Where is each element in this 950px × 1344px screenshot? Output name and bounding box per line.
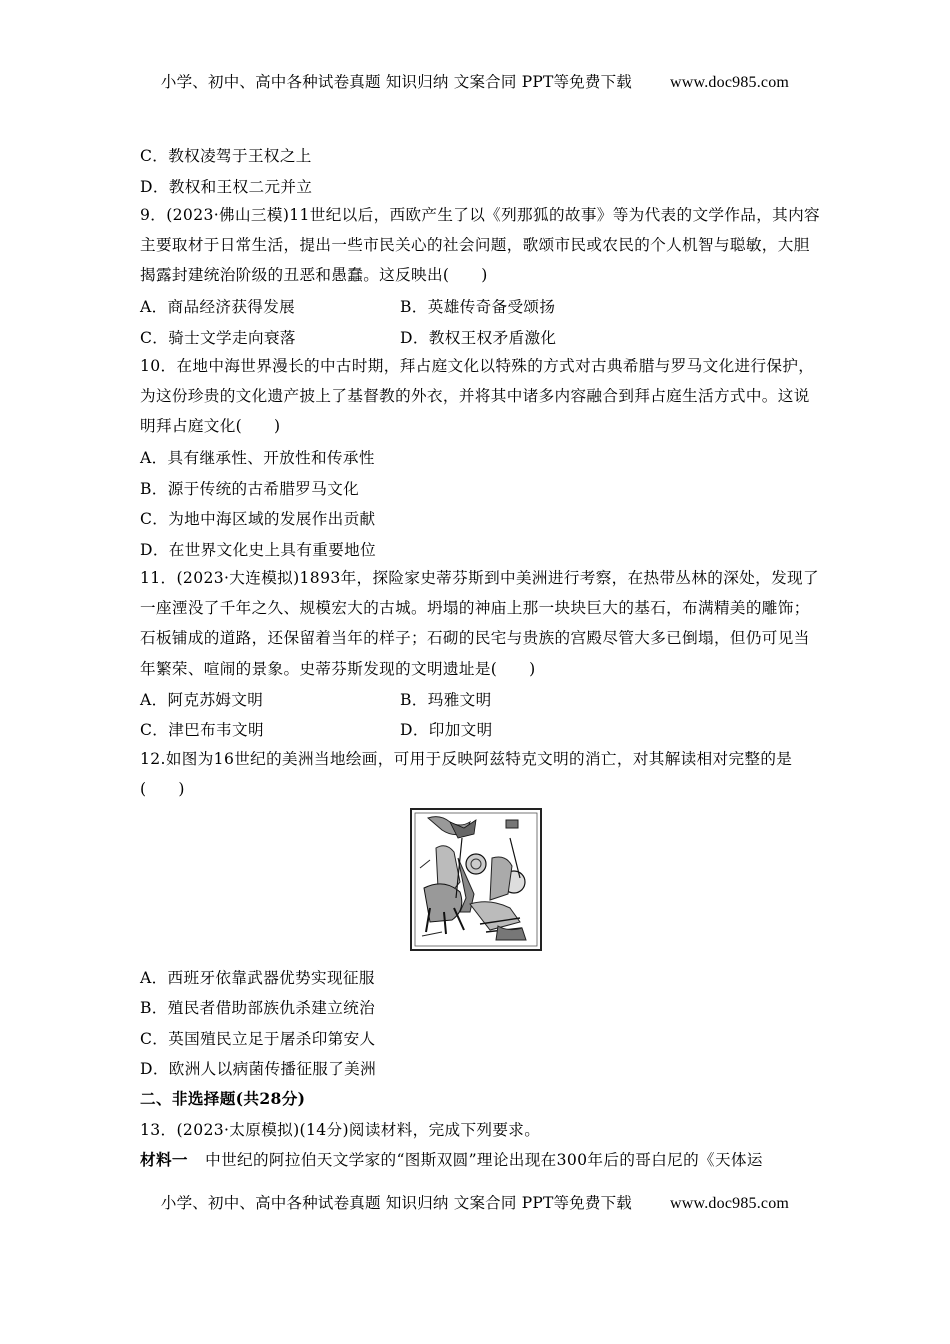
- q13-material-1: [140, 1148, 763, 1170]
- q10-stem-text: 10．在地中海世界漫长的中古时期，拜占庭文化以特殊的方式对古典希腊与罗马文化进行保护，为这份珍贵的文化遗产披上了基督教的外衣，并将其中诸多内容融合到拜占庭生活方式中。这说明拜占庭文化( ): [140, 357, 815, 436]
- q11-option-b: B．玛雅文明: [400, 691, 492, 709]
- page-header: [0, 70, 950, 92]
- header-text: 小学、初中、高中各种试卷真题 知识归纳 文案合同 PPT等免费下载: [160, 73, 632, 91]
- q13-stem: 13．(2023·太原模拟)(14分)阅读材料，完成下列要求。: [140, 1121, 541, 1139]
- footer-text: 小学、初中、高中各种试卷真题 知识归纳 文案合同 PPT等免费下载: [160, 1194, 632, 1212]
- q12-option-a: A．西班牙依靠武器优势实现征服: [140, 969, 375, 987]
- q12-option-c: C．英国殖民立足于屠杀印第安人: [140, 1030, 376, 1048]
- q10-stem: [140, 351, 820, 442]
- q11-option-d: D．印加文明: [400, 721, 493, 739]
- q11-option-c: C．津巴布韦文明: [140, 721, 264, 739]
- q13-material-label: 材料一: [140, 1150, 188, 1169]
- q10-option-b: B．源于传统的古希腊罗马文化: [140, 480, 360, 498]
- aztec-painting-figure: [410, 808, 542, 951]
- q12-option-d: D．欧洲人以病菌传播征服了美洲: [140, 1060, 377, 1078]
- section-2-heading: 二、非选择题(共28分): [140, 1089, 306, 1108]
- q11-option-a: A．阿克苏姆文明: [140, 691, 264, 709]
- q10-option-a: A．具有继承性、开放性和传承性: [140, 449, 375, 467]
- q8-option-c: C．教权凌驾于王权之上: [140, 147, 312, 165]
- q8-option-d: D．教权和王权二元并立: [140, 178, 313, 196]
- q9-option-a: A．商品经济获得发展: [140, 298, 296, 316]
- q9-stem: [140, 200, 820, 291]
- q9-option-b: B．英雄传奇备受颂扬: [400, 298, 556, 316]
- page-footer: [0, 1191, 950, 1213]
- q12-option-b: B．殖民者借助部族仇杀建立统治: [140, 999, 376, 1017]
- q10-option-c: C．为地中海区域的发展作出贡献: [140, 510, 376, 528]
- q11-stem-text: 11．(2023·大连模拟)1893年，探险家史蒂芬斯到中美洲进行考察，在热带丛林的深处，发现了一座湮没了千年之久、规模宏大的古城。坍塌的神庙上那一块块巨大的基石，布满精美的雕饰；石板铺成的道路，还保留着当年的样子；石砌的民宅与贵族的宫殿尽管大多已倒塌，但仍可见当年繁荣、喧闹的景象。史蒂芬斯发现的文明遗址是( ): [140, 569, 819, 678]
- q9-stem-text: 9．(2023·佛山三模)11世纪以后，西欧产生了以《列那狐的故事》等为代表的文学作品，其内容主要取材于日常生活，提出一些市民关心的社会问题，歌颂市民或农民的个人机智与聪敏，大胆揭露封建统治阶级的丑恶和愚蠢。这反映出( ): [140, 206, 820, 285]
- q12-stem-text: 12.如图为16世纪的美洲当地绘画，可用于反映阿兹特克文明的消亡，对其解读相对完整的是( ): [140, 750, 793, 799]
- header-site: www.doc985.com: [670, 74, 790, 91]
- footer-site: www.doc985.com: [670, 1195, 790, 1212]
- q13-material-text: 中世纪的阿拉伯天文学家的“图斯双圆”理论出现在300年后的哥白尼的《天体运: [205, 1151, 763, 1169]
- q9-option-d: D．教权王权矛盾激化: [400, 329, 557, 347]
- q11-stem: [140, 563, 820, 684]
- q12-stem: [140, 744, 820, 804]
- q9-option-c: C．骑士文学走向衰落: [140, 329, 296, 347]
- q10-option-d: D．在世界文化史上具有重要地位: [140, 541, 377, 559]
